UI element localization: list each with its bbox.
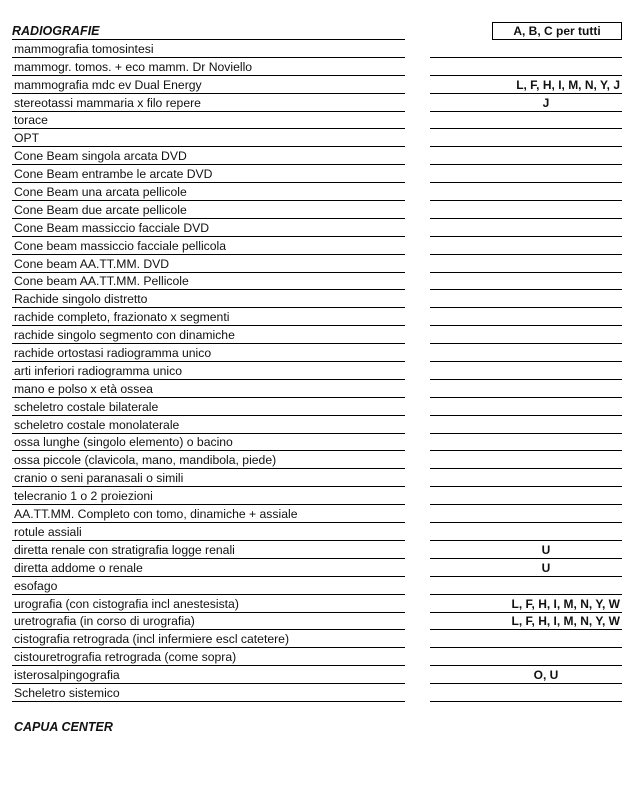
exam-name: stereotassi mammaria x filo repere: [14, 95, 201, 110]
exam-code: O, U: [533, 668, 559, 683]
section-header: [12, 22, 622, 40]
exam-name: mammogr. tomos. + eco mamm. Dr Noviello: [14, 59, 253, 74]
table-row: [12, 255, 622, 273]
exam-name: scheletro costale monolaterale: [14, 417, 180, 432]
exam-name: cranio o seni paranasali o simili: [14, 471, 184, 486]
exam-name: esofago: [14, 578, 58, 593]
exam-name: rachide completo, frazionato x segmenti: [14, 310, 230, 325]
table-row: [12, 630, 622, 648]
table-row: [12, 273, 622, 291]
table-row: [12, 684, 622, 702]
exam-name: Cone beam AA.TT.MM. DVD: [14, 256, 170, 271]
table-row: [12, 219, 622, 237]
exam-name: ossa lunghe (singolo elemento) o bacino: [14, 435, 233, 450]
table-row: [12, 183, 622, 201]
exam-name: ossa piccole (clavicola, mano, mandibola, piede): [14, 453, 277, 468]
exam-name: arti inferiori radiogramma unico: [14, 363, 182, 378]
table-row: [12, 416, 622, 434]
table-row: [12, 595, 622, 613]
exam-name: Cone beam AA.TT.MM. Pellicole: [14, 274, 189, 289]
table-row: [12, 559, 622, 577]
exam-name: rachide singolo segmento con dinamiche: [14, 328, 235, 343]
table-row: [12, 201, 622, 219]
exam-name: AA.TT.MM. Completo con tomo, dinamiche + assiale: [14, 507, 298, 522]
exam-name: Rachide singolo distretto: [14, 292, 148, 307]
table-row: [12, 398, 622, 416]
table-row: [12, 147, 622, 165]
table-row: [12, 505, 622, 523]
exam-code: U: [541, 542, 551, 557]
table-row: [12, 290, 622, 308]
exam-name: isterosalpingografia: [14, 668, 120, 683]
header-box-label: A, B, C per tutti: [492, 22, 622, 40]
exam-code: U: [541, 560, 551, 575]
exam-name: Cone Beam due arcate pellicole: [14, 202, 187, 217]
exam-name: Scheletro sistemico: [14, 685, 120, 700]
exam-name: diretta addome o renale: [14, 560, 143, 575]
table-row: [12, 487, 622, 505]
exam-name: rachide ortostasi radiogramma unico: [14, 346, 212, 361]
row-divider-right: [430, 701, 622, 702]
exam-name: Cone Beam massiccio facciale DVD: [14, 220, 210, 235]
exam-name: mammografia tomosintesi: [14, 41, 154, 56]
table-row: [12, 237, 622, 255]
table-row: [12, 165, 622, 183]
table-row: [12, 94, 622, 112]
exam-name: Cone beam massiccio facciale pellicola: [14, 238, 227, 253]
exam-code: J: [542, 95, 550, 110]
table-row: [12, 58, 622, 76]
table-row: [12, 380, 622, 398]
table-row: [12, 344, 622, 362]
row-divider-left: [12, 701, 405, 702]
table-row: [12, 362, 622, 380]
table-row: [12, 469, 622, 487]
table-row: [12, 451, 622, 469]
exam-name: cistografia retrograda (incl infermiere escl catetere): [14, 632, 290, 647]
section-title: RADIOGRAFIE: [12, 24, 100, 38]
table-row: [12, 523, 622, 541]
exam-code: L, F, H, I, M, N, Y, W: [511, 614, 620, 629]
table-row: [12, 648, 622, 666]
table-row: [12, 434, 622, 452]
table-row: [12, 326, 622, 344]
exam-name: mano e polso x età ossea: [14, 381, 153, 396]
table-row: [12, 76, 622, 94]
table-row: [12, 112, 622, 130]
exam-name: OPT: [14, 131, 40, 146]
table-row: [12, 577, 622, 595]
exam-name: Cone Beam entrambe le arcate DVD: [14, 167, 213, 182]
exam-name: cistouretrografia retrograda (come sopra): [14, 650, 237, 665]
exam-table: [12, 40, 622, 702]
exam-name: telecranio 1 o 2 proiezioni: [14, 489, 153, 504]
exam-name: uretrografia (in corso di urografia): [14, 614, 195, 629]
table-row: [12, 541, 622, 559]
table-row: [12, 308, 622, 326]
exam-name: diretta renale con stratigrafia logge renali: [14, 542, 235, 557]
exam-name: Cone Beam una arcata pellicole: [14, 185, 187, 200]
table-row: [12, 666, 622, 684]
footer-title: CAPUA CENTER: [14, 720, 113, 734]
table-row: [12, 129, 622, 147]
exam-name: Cone Beam singola arcata DVD: [14, 149, 187, 164]
table-row: [12, 40, 622, 58]
exam-name: rotule assiali: [14, 524, 82, 539]
exam-name: urografia (con cistografia incl anestesista): [14, 596, 239, 611]
exam-name: torace: [14, 113, 48, 128]
exam-name: mammografia mdc ev Dual Energy: [14, 77, 202, 92]
exam-code: L, F, H, I, M, N, Y, W: [511, 596, 620, 611]
exam-name: scheletro costale bilaterale: [14, 399, 159, 414]
table-row: [12, 613, 622, 631]
exam-code: L, F, H, I, M, N, Y, J: [516, 77, 620, 92]
